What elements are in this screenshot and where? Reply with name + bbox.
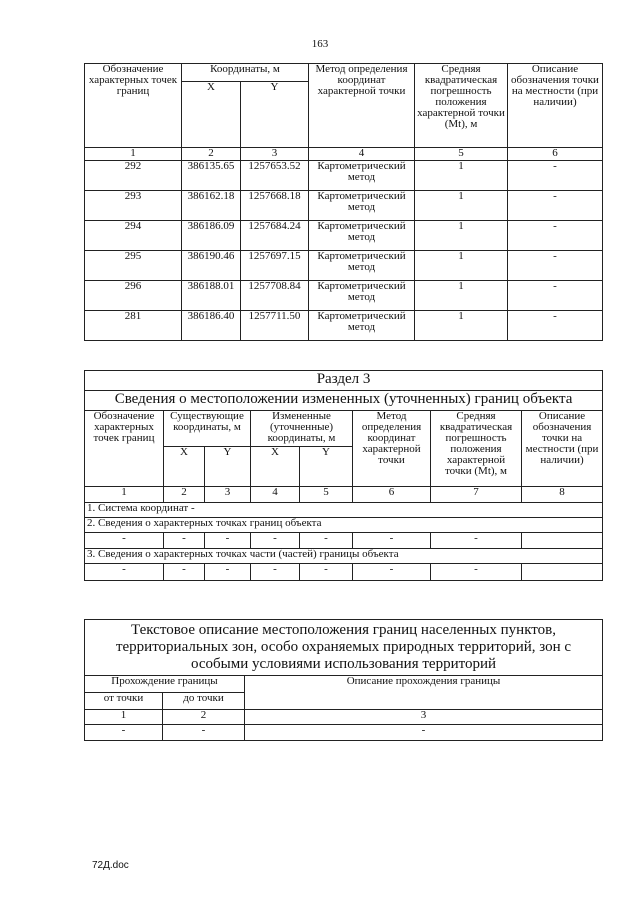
col-num: 7	[431, 487, 522, 503]
header-description: Описание обозначения точки на местности (при наличии)	[522, 411, 603, 487]
coord-y: 1257697.15	[241, 251, 309, 281]
header-from: от точки	[85, 693, 163, 710]
point-id: 293	[85, 191, 182, 221]
table-row	[85, 251, 603, 281]
header-y: Y	[300, 447, 353, 487]
coordinates-table	[84, 63, 603, 341]
description: -	[508, 191, 603, 221]
dash-cell: -	[85, 725, 163, 741]
col-num: 3	[241, 148, 309, 161]
col-num: 2	[163, 710, 245, 725]
header-x: X	[164, 447, 205, 487]
header-description: Описание обозначения точки на местности (при наличии)	[508, 64, 603, 148]
section-title: Раздел 3	[85, 371, 603, 391]
section3-table	[84, 370, 603, 581]
header-designation: Обозначение характерных точек границ	[85, 411, 164, 487]
col-num: 1	[85, 487, 164, 503]
dash-cell: -	[300, 533, 353, 549]
col-num: 1	[85, 148, 182, 161]
method: Картометрический метод	[309, 281, 415, 311]
coord-y: 1257711.50	[241, 311, 309, 341]
method: Картометрический метод	[309, 251, 415, 281]
section-subtitle: Сведения о местоположении измененных (уточненных) границ объекта	[85, 391, 603, 411]
dash-cell: -	[205, 533, 251, 549]
dash-cell: -	[85, 564, 164, 581]
coord-y: 1257684.24	[241, 221, 309, 251]
error: 1	[415, 161, 508, 191]
col-num: 5	[300, 487, 353, 503]
dash-cell: -	[85, 533, 164, 549]
coord-x: 386186.09	[182, 221, 241, 251]
footer-filename: 72Д.doc	[92, 860, 129, 871]
point-id: 296	[85, 281, 182, 311]
boundary-points-row: 2. Сведения о характерных точках границ объекта	[85, 518, 603, 533]
dash-cell: -	[300, 564, 353, 581]
description: -	[508, 311, 603, 341]
coord-x: 386135.65	[182, 161, 241, 191]
error: 1	[415, 191, 508, 221]
col-num: 2	[182, 148, 241, 161]
header-passage-description: Описание прохождения границы	[245, 676, 603, 710]
header-existing: Существующие координаты, м	[164, 411, 251, 447]
table-row	[85, 221, 603, 251]
header-passage: Прохождение границы	[85, 676, 245, 693]
error: 1	[415, 221, 508, 251]
method: Картометрический метод	[309, 161, 415, 191]
dash-cell: -	[353, 533, 431, 549]
header-method: Метод определения координат характерной точки	[309, 64, 415, 148]
header-y: Y	[205, 447, 251, 487]
coord-y: 1257708.84	[241, 281, 309, 311]
table-row	[85, 533, 603, 549]
dash-cell: -	[431, 533, 522, 549]
point-id: 294	[85, 221, 182, 251]
point-id: 281	[85, 311, 182, 341]
description: -	[508, 161, 603, 191]
table-row	[85, 311, 603, 341]
coord-x: 386162.18	[182, 191, 241, 221]
dash-cell: -	[164, 533, 205, 549]
coord-x: 386190.46	[182, 251, 241, 281]
page-number: 163	[311, 38, 329, 50]
header-method: Метод определения координат характерной точки	[353, 411, 431, 487]
dash-cell: -	[431, 564, 522, 581]
header-error: Средняя квадратическая погрешность положения характерной точки (Mt), м	[431, 411, 522, 487]
coordinate-system-row: 1. Система координат -	[85, 503, 603, 518]
coord-x: 386188.01	[182, 281, 241, 311]
col-num: 5	[415, 148, 508, 161]
col-num: 6	[353, 487, 431, 503]
table-row	[85, 725, 603, 741]
header-changed: Измененные (уточненные) координаты, м	[251, 411, 353, 447]
text-description-table	[84, 619, 603, 741]
col-num: 2	[164, 487, 205, 503]
table-row	[85, 191, 603, 221]
error: 1	[415, 251, 508, 281]
description: -	[508, 221, 603, 251]
method: Картометрический метод	[309, 311, 415, 341]
coord-x: 386186.40	[182, 311, 241, 341]
table-row	[85, 564, 603, 581]
description: -	[508, 251, 603, 281]
dash-cell: -	[245, 725, 603, 741]
header-y: Y	[241, 82, 309, 148]
col-num: 3	[205, 487, 251, 503]
description: -	[508, 281, 603, 311]
error: 1	[415, 311, 508, 341]
dash-cell: -	[251, 564, 300, 581]
table-row	[85, 281, 603, 311]
dash-cell: -	[164, 564, 205, 581]
col-num: 8	[522, 487, 603, 503]
text-table-title: Текстовое описание местоположения границ населенных пунктов, территориальных зон, особо охраняемых природных территорий, зон с особыми условиями использования территорий	[85, 620, 603, 676]
table-row	[85, 161, 603, 191]
coord-y: 1257653.52	[241, 161, 309, 191]
header-error: Средняя квадратическая погрешность положения характерной точки (Mt), м	[415, 64, 508, 148]
empty-cell	[522, 564, 603, 581]
dash-cell: -	[251, 533, 300, 549]
method: Картометрический метод	[309, 221, 415, 251]
col-num: 4	[309, 148, 415, 161]
header-coords: Координаты, м	[182, 64, 309, 82]
col-num: 4	[251, 487, 300, 503]
point-id: 292	[85, 161, 182, 191]
col-num: 3	[245, 710, 603, 725]
header-to: до точки	[163, 693, 245, 710]
error: 1	[415, 281, 508, 311]
col-num: 6	[508, 148, 603, 161]
dash-cell: -	[163, 725, 245, 741]
col-num: 1	[85, 710, 163, 725]
header-designation: Обозначение характерных точек границ	[85, 64, 182, 148]
method: Картометрический метод	[309, 191, 415, 221]
header-x: X	[182, 82, 241, 148]
header-x: X	[251, 447, 300, 487]
boundary-parts-row: 3. Сведения о характерных точках части (частей) границы объекта	[85, 549, 603, 564]
empty-cell	[522, 533, 603, 549]
dash-cell: -	[205, 564, 251, 581]
point-id: 295	[85, 251, 182, 281]
coord-y: 1257668.18	[241, 191, 309, 221]
dash-cell: -	[353, 564, 431, 581]
